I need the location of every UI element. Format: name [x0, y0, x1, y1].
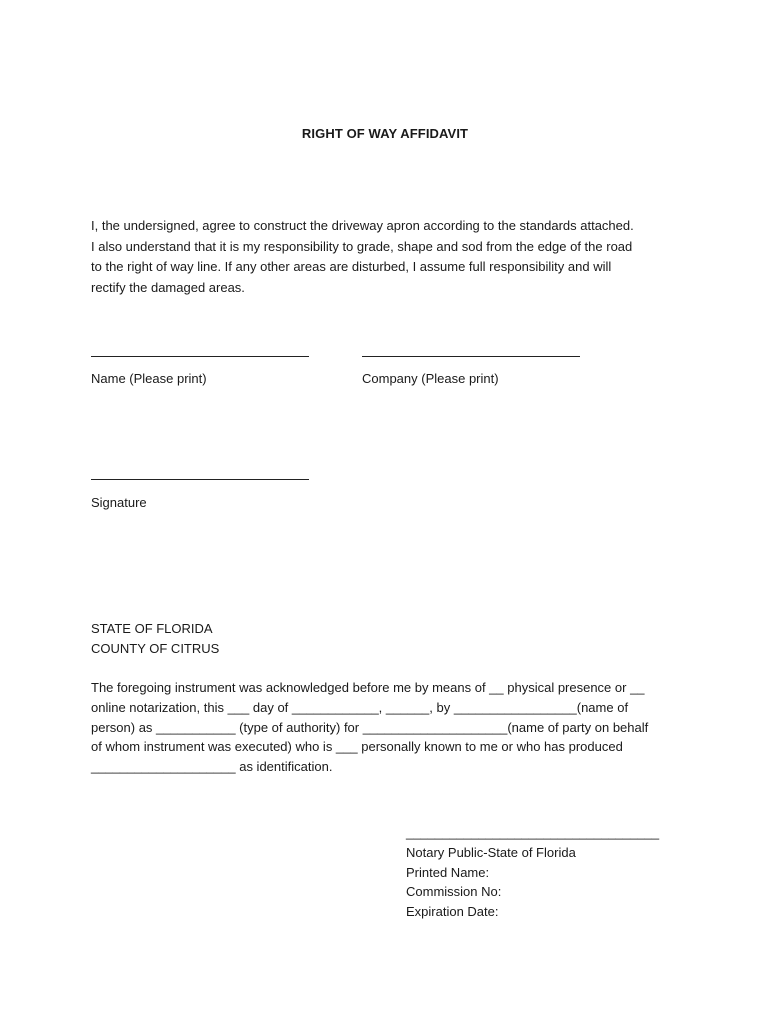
- acknowledgment-line: The foregoing instrument was acknowledged before me by means of __ physical presence or __: [91, 680, 645, 695]
- name-signature-line: [91, 356, 309, 357]
- notary-printed-name: Printed Name:: [406, 864, 490, 880]
- venue-block: [91, 619, 219, 659]
- signature-label: Signature: [91, 495, 147, 510]
- acknowledgment-line: ____________________ as identification.: [91, 759, 333, 775]
- company-label: Company (Please print): [362, 371, 499, 386]
- state-text: STATE OF FLORIDA: [91, 621, 213, 636]
- acknowledgment-paragraph: [91, 678, 681, 777]
- signature-line: [91, 479, 309, 480]
- document-title: RIGHT OF WAY AFFIDAVIT: [301, 126, 469, 141]
- notary-signature-line: ___________________________________: [406, 825, 660, 840]
- notary-title: Notary Public-State of Florida: [406, 845, 576, 860]
- agreement-line: to the right of way line. If any other areas are disturbed, I assume full responsibility and will: [91, 259, 612, 274]
- name-label: Name (Please print): [91, 371, 207, 386]
- agreement-paragraph: [91, 216, 681, 298]
- notary-commission-no: Commission No:: [406, 884, 502, 899]
- agreement-line: I also understand that it is my responsibility to grade, shape and sod from the edge of the road: [91, 238, 633, 254]
- agreement-line: rectify the damaged areas.: [91, 279, 245, 295]
- acknowledgment-line: online notarization, this ___ day of ____________, ______, by _________________(name of: [91, 699, 629, 715]
- acknowledgment-line: person) as ___________ (type of authority) for ____________________(name of party on behalf: [91, 719, 649, 735]
- company-signature-line: [362, 356, 580, 357]
- agreement-line: I, the undersigned, agree to construct the driveway apron according to the standards attached.: [91, 218, 634, 233]
- notary-expiration-date: Expiration Date:: [406, 903, 499, 919]
- county-text: COUNTY OF CITRUS: [91, 641, 220, 656]
- acknowledgment-line: of whom instrument was executed) who is ___ personally known to me or who has produced: [91, 739, 623, 755]
- notary-block: [406, 843, 576, 921]
